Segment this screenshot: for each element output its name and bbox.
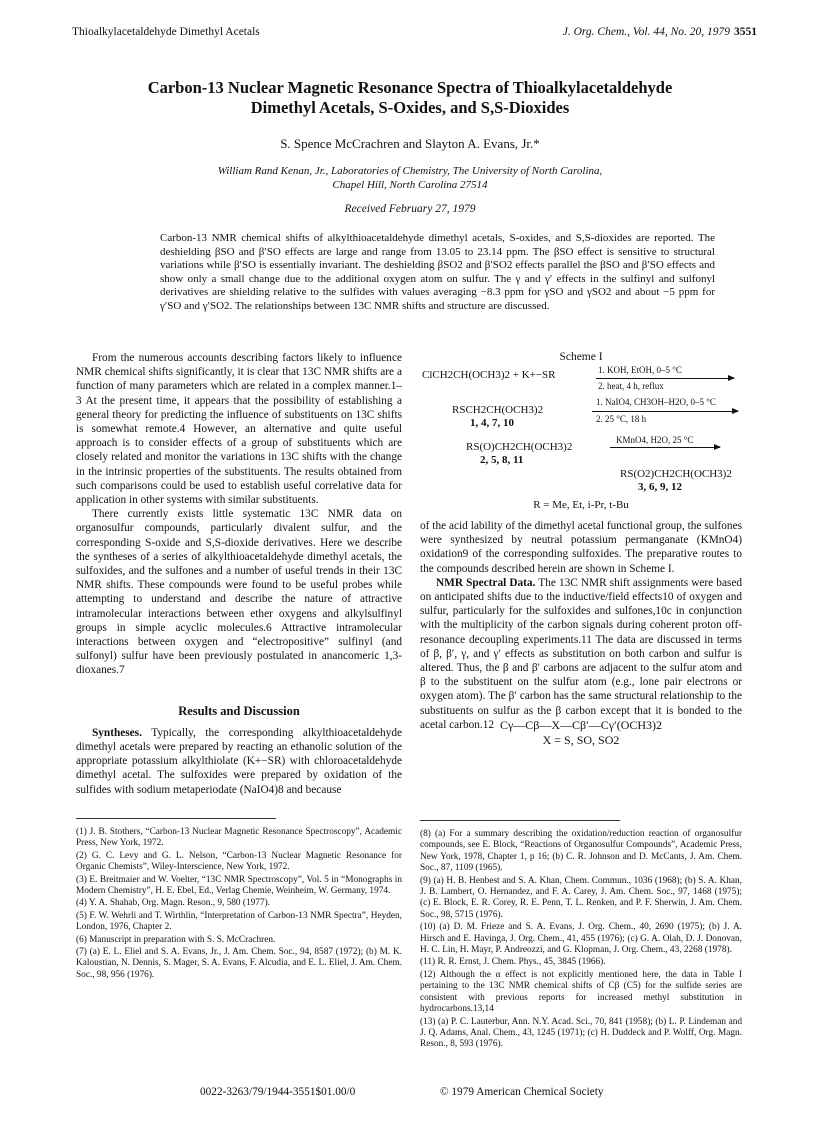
footnote: (4) Y. A. Shahab, Org. Magn. Reson., 9, 580 (1977). <box>76 898 271 909</box>
affiliation-line-1: William Rand Kenan, Jr., Laboratories of Chemistry, The University of North Carolina, <box>217 165 603 177</box>
scheme-r-groups: R = Me, Et, i-Pr, t-Bu <box>533 499 629 511</box>
copyright: © 1979 American Chemical Society <box>440 1086 604 1098</box>
formula-line-1: Cγ—Cβ—X—Cβ′—Cγ′(OCH3)2 <box>499 718 663 732</box>
reaction-arrow-3 <box>610 447 720 448</box>
footnote: (9) (a) H. B. Henbest and S. A. Khan, Chem. Commun., 1036 (1968); (b) S. A. Khan, J. B. Lambert, O. Hernandez, and F. A. Carey, J. Am. Chem. Soc., 97, 1468 (1975); (c) E. Block, E. R. Corey, R. E. Penn, T. L. Renken, and P. F. Sherwin, J. Am. Chem. Soc., 98, 5715 (1976). <box>420 875 742 920</box>
abstract: Carbon-13 NMR chemical shifts of alkylthioacetaldehyde dimethyl acetals, S-oxides, and S,S-dioxides are reported. The deshielding βSO and β′SO effects are large and range from 13.05 to 23.14 ppm. The βSO effect is sensitive to structural variations while β′SO is essentially invariant. The deshielding βSO2 and β′SO2 effects parallel the βSO and β′SO effects and show only a small change due to the additional oxygen atom on sulfur. The γ and γ′ effects in the sulfinyl and sulfonyl derivatives are shielding relative to the sulfides with values averaging −8.3 ppm for γSO and γSO2 and about −5 ppm for γ′SO and γ′SO2. The relationships between 13C NMR shifts and structure are discussed. <box>160 232 715 312</box>
scheme-condition-2a: 1. NaIO4, CH3OH–H2O, 0–5 °C <box>596 397 716 407</box>
scheme-condition-3: KMnO4, H2O, 25 °C <box>616 435 694 445</box>
title-line-2: Dimethyl Acetals, S-Oxides, and S,S-Dioxides <box>250 98 570 117</box>
scheme-sulfide-numbers: 1, 4, 7, 10 <box>470 417 514 429</box>
formula-line-2: X = S, SO, SO2 <box>542 733 620 747</box>
scheme-condition-1b: 2. heat, 4 h, reflux <box>598 381 664 391</box>
scheme-sulfide: RSCH2CH(OCH3)2 <box>452 404 544 416</box>
footnote: (11) R. R. Ernst, J. Chem. Phys., 45, 3845 (1966). <box>420 957 606 968</box>
footnote: (8) (a) For a summary describing the oxidation/reduction reaction of organosulfur compounds, see E. Block, “Reactions of Organosulfur Compounds”, Academic Press, New York, 1978, Chapter 1, p 16; (b) C. R. Johnson and D. McCants, J. Am. Chem. Soc., 87, 1109 (1965). <box>420 829 742 874</box>
footnote: (3) E. Breitmaier and W. Voelter, “13C NMR Spectroscopy”, Vol. 5 in “Monographs in Modern Chemistry”, H. E. Ebel, Ed., Verlag Chemie, Weinheim, W. Germany, 1974. <box>76 874 402 897</box>
synthesis-continued: of the acid lability of the dimethyl acetal functional group, the sulfones were synthesized by neutral potassium permanganate (KMnO4) oxidation9 of the corresponding sulfoxides. The preparative routes to the compounds described herein are shown in Scheme I. <box>420 520 742 575</box>
right-column <box>420 519 742 732</box>
scheme-condition-1a: 1. KOH, EtOH, 0–5 °C <box>598 365 682 375</box>
nmr-paragraph <box>420 576 742 732</box>
authors: S. Spence McCrachren and Slayton A. Evans, Jr.* <box>280 136 540 151</box>
article-title <box>80 78 740 118</box>
scheme-sulfoxide: RS(O)CH2CH(OCH3)2 <box>466 441 573 453</box>
structure-formula <box>420 718 742 748</box>
syntheses-paragraph <box>76 726 402 797</box>
footnote-rule-left <box>76 818 276 819</box>
reaction-arrow-2 <box>592 411 738 412</box>
intro-paragraph-1: From the numerous accounts describing factors likely to influence NMR chemical shifts significantly, it is clear that 13C NMR shifts are a function of many parameters which are related in a complex manner.1–3 At the present time, it appears that the possibility of establishing a general theory for predicting the influence of substituents on 13C shifts is somewhat remote.4 However, an alternative and quite useful approach is to consider effects of a group of substituents which are closely related and monitor the variations in 13C shifts with the change in the intrinsic properties of the substituents. The results obtained from such comparisons could be used to establish useful correlative data for application in other systems with similar substituents. <box>76 352 402 507</box>
issn-code: 0022-3263/79/1944-3551$01.00/0 <box>200 1086 356 1098</box>
affiliation <box>140 164 680 192</box>
affiliation-line-2: Chapel Hill, North Carolina 27514 <box>332 179 488 191</box>
footnote: (12) Although the α effect is not explicitly mentioned here, the data in Table I pertaining to the 13C NMR chemical shifts of Cβ (C5) for the sulfide series are consistent with previous reports for increased methyl substitution in hydrocarbons.13,14 <box>420 969 742 1015</box>
syntheses-heading: Syntheses. <box>92 726 142 739</box>
nmr-text: The 13C NMR shift assignments were based on anticipated shifts due to the inductive/field effects10 of oxygen and sulfur, particularly for the sulfoxides and sulfones,10c in conjunction with the multiplicity of the carbon signals during coherent proton off-resonance decoupling experiments.11 The data are discussed in terms of β, β′, γ, and γ′ effects as substitution on both carbon and sulfur is altered. Thus, the β and β′ carbons are adjacent to the sulfur atom and β to the substituent on the sulfur atom (e.g., lone pair electrons or oxygen atom). The β′ carbon has the same structural relationship to the substituents on sulfur as the β carbon except that it is bonded to the acetal carbon.12 <box>420 576 743 731</box>
running-title: Thioalkylacetaldehyde Dimethyl Acetals <box>72 26 260 38</box>
section-heading: Results and Discussion <box>178 703 300 718</box>
scheme-1 <box>420 351 742 511</box>
reaction-arrow-1 <box>596 378 734 379</box>
scheme-condition-2b: 2. 25 °C, 18 h <box>596 414 647 424</box>
footnote-rule-right <box>420 820 620 821</box>
footnote: (7) (a) E. L. Eliel and S. A. Evans, Jr., J. Am. Chem. Soc., 94, 8587 (1972); (b) M. K. Kaloustian, N. Dennis, S. Mager, S. A. Evans, F. Alcudia, and E. L. Eliel, J. Am. Chem. Soc., 98, 956 (1976). <box>76 947 402 980</box>
journal-name: J. Org. Chem., Vol. 44, No. 20, 1979 <box>562 26 730 38</box>
footnotes-left <box>76 827 402 982</box>
footnote: (6) Manuscript in preparation with S. S. McCrachren. <box>76 934 276 945</box>
intro-paragraph-2: There currently exists little systematic 13C NMR data on organosulfur compounds, particularly divalent sulfur, and the corresponding S-oxide and S,S-dioxide derivatives. Here we describe the syntheses of a series of alkylthioacetaldehyde dimethyl acetals, the sulfoxides, and the sulfones and a number of useful trends in their 13C NMR shifts. These compounds were found to be useful probes while attempting to understand and describe the nature of attractive intramolecular interactions between ether oxygens and alkylsulfinyl groups in simple acyclic molecules.6 Attractive intramolecular interactions between oxygen and “electropositive” sulfinyl (and sulfonyl) sulfur have been previously postulated in anancomeric 1,3-dioxanes.7 <box>76 508 402 677</box>
scheme-sulfone-numbers: 3, 6, 9, 12 <box>638 481 682 493</box>
footnote: (13) (a) P. C. Lauterbur, Ann. N.Y. Acad. Sci., 70, 841 (1958); (b) L. P. Lindeman and J. Q. Adams, Anal. Chem., 43, 1245 (1971); (c) H. Duddeck and P. Wolff, Org. Magn. Reson., 8, 593 (1976). <box>420 1016 742 1050</box>
page-number: 3551 <box>734 26 757 38</box>
journal-citation <box>563 26 757 38</box>
scheme-sulfoxide-numbers: 2, 5, 8, 11 <box>480 454 524 466</box>
footnotes-right <box>420 829 742 1052</box>
footnote: (10) (a) D. M. Frieze and S. A. Evans, J. Org. Chem., 40, 2690 (1975); (b) J. A. Hirsch and E. Havinga, J. Org. Chem., 41, 455 (1976); (c) G. A. Olah, D. J. Donovan, H. C. Lin, H. Mayr, P. Andreozzi, and G. Klopman, J. Org. Chem., 43, 2268 (1978). <box>420 922 742 956</box>
nmr-heading: NMR Spectral Data. <box>436 576 536 589</box>
scheme-sulfone: RS(O2)CH2CH(OCH3)2 <box>620 468 732 480</box>
scheme-title: Scheme I <box>559 351 603 363</box>
footnote: (1) J. B. Stothers, “Carbon-13 Nuclear Magnetic Resonance Spectroscopy”, Academic Press, New York, 1972. <box>76 827 402 849</box>
footnote: (5) F. W. Wehrli and T. Wirthlin, “Interpretation of Carbon-13 NMR Spectra”, Heyden, London, 1976, Chapter 2. <box>76 910 402 933</box>
syntheses-text: Typically, the corresponding alkylthioacetaldehyde dimethyl acetals were prepared by reacting an ethanolic solution of the appropriate potassium alkylthiolate (K+−SR) with chloroacetaldehyde dimethyl acetal. The sulfoxides were prepared by oxidation of the sulfides with sodium metaperiodate (NaIO4)8 and because <box>76 726 403 796</box>
scheme-reactant-1: ClCH2CH(OCH3)2 + K+−SR <box>422 369 556 381</box>
title-line-1: Carbon-13 Nuclear Magnetic Resonance Spectra of Thioalkylacetaldehyde <box>147 78 673 97</box>
footnote: (2) G. C. Levy and G. L. Nelson, “Carbon-13 Nuclear Magnetic Resonance for Organic Chemists”, Wiley-Interscience, New York, 1972. <box>76 850 402 873</box>
received-date: Received February 27, 1979 <box>344 203 476 215</box>
left-column <box>76 351 402 797</box>
